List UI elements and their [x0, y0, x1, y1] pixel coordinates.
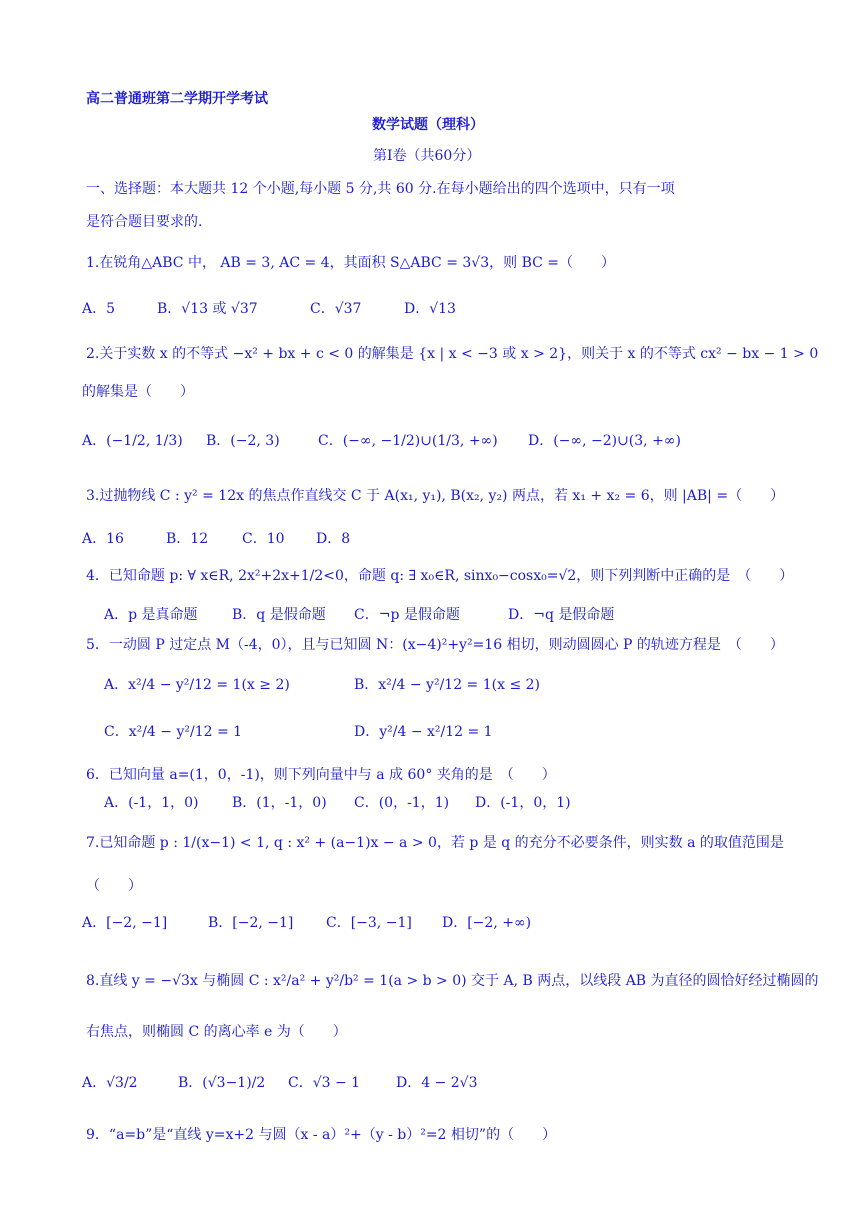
- question-3-choice-c: C．10: [242, 531, 285, 547]
- question-3-choice-d: D．8: [316, 531, 351, 547]
- question-5-choice-d: D．y²/4 − x²/12 = 1: [354, 724, 493, 740]
- question-1-choice-d: D．√13: [404, 301, 456, 317]
- exam-title: 高二普通班第二学期开学考试: [86, 91, 268, 107]
- question-6-choice-b: B．(1，-1，0): [232, 795, 327, 811]
- question-6-choice-d: D．(-1，0，1): [475, 795, 571, 811]
- section-intro-line-2: 是符合题目要求的.: [86, 214, 203, 230]
- question-6-choice-a: A．(-1，1，0): [104, 795, 199, 811]
- question-7-choice-c: C．[−3, −1]: [326, 915, 412, 931]
- question-3-stem: 3.过抛物线 C : y² = 12x 的焦点作直线交 C 于 A(x₁, y₁), B(x₂, y₂) 两点，若 x₁ + x₂ = 6，则 |AB| =（ ）: [86, 488, 785, 504]
- question-4-choice-a: A．p 是真命题: [104, 607, 198, 623]
- question-5-choice-c: C．x²/4 − y²/12 = 1: [104, 724, 243, 740]
- subject-title: 数学试题（理科）: [372, 117, 484, 133]
- question-4-stem: 4．已知命题 p: ∀ x∈R, 2x²+2x+1/2<0，命题 q: ∃ x₀∈R, sinx₀−cosx₀=√2，则下列判断中正确的是 （ ）: [86, 568, 794, 584]
- question-3-choice-b: B．12: [166, 531, 209, 547]
- question-8-choice-b: B．(√3−1)/2: [178, 1075, 266, 1091]
- question-4-choice-c: C．¬p 是假命题: [354, 607, 460, 623]
- question-2-choice-a: A．(−1/2, 1/3): [82, 433, 183, 449]
- question-5-choice-a: A．x²/4 − y²/12 = 1(x ≥ 2): [104, 677, 290, 693]
- question-2-choice-b: B．(−2, 3): [206, 433, 280, 449]
- question-8-choice-a: A．√3/2: [82, 1075, 138, 1091]
- question-5-choice-b: B．x²/4 − y²/12 = 1(x ≤ 2): [354, 677, 540, 693]
- question-7-choice-b: B．[−2, −1]: [208, 915, 294, 931]
- question-2-choice-c: C．(−∞, −1/2)∪(1/3, +∞): [318, 433, 498, 449]
- question-7-stem-line-2: （ ）: [86, 878, 142, 894]
- question-4-choice-b: B．q 是假命题: [232, 607, 326, 623]
- question-8-stem-line-2: 右焦点，则椭圆 C 的离心率 e 为（ ）: [86, 1024, 347, 1040]
- question-6-stem: 6．已知向量 a=(1，0，-1)，则下列向量中与 a 成 60° 夹角的是 （ ）: [86, 767, 556, 783]
- question-1-stem: 1.在锐角△ABC 中， AB = 3, AC = 4，其面积 S△ABC = 3√3，则 BC =（ ）: [86, 255, 616, 271]
- question-1-choice-c: C．√37: [310, 301, 362, 317]
- question-2-stem-line-2: 的解集是（ ）: [82, 384, 194, 400]
- question-1-choice-b: B．√13 或 √37: [157, 301, 258, 317]
- question-8-stem-line-1: 8.直线 y = −√3x 与椭圆 C : x²/a² + y²/b² = 1(a > b > 0) 交于 A, B 两点，以线段 AB 为直径的圆恰好经过椭圆的: [86, 973, 819, 989]
- question-2-stem-line-1: 2.关于实数 x 的不等式 −x² + bx + c < 0 的解集是 {x | x < −3 或 x > 2}，则关于 x 的不等式 cx² − bx − 1 > 0: [86, 346, 819, 362]
- question-2-choice-d: D．(−∞, −2)∪(3, +∞): [528, 433, 681, 449]
- question-7-choice-d: D．[−2, +∞): [442, 915, 532, 931]
- question-7-choice-a: A．[−2, −1]: [82, 915, 168, 931]
- question-5-stem: 5．一动圆 P 过定点 M（-4，0），且与已知圆 N：(x−4)²+y²=16 相切，则动圆圆心 P 的轨迹方程是 （ ）: [86, 637, 784, 653]
- question-8-choice-c: C．√3 − 1: [288, 1075, 361, 1091]
- question-4-choice-d: D．¬q 是假命题: [508, 607, 615, 623]
- volume-title: 第Ⅰ卷（共60分）: [373, 148, 481, 164]
- question-8-choice-d: D．4 − 2√3: [396, 1075, 478, 1091]
- question-3-choice-a: A．16: [82, 531, 124, 547]
- section-intro-line-1: 一、选择题：本大题共 12 个小题,每小题 5 分,共 60 分.在每小题给出的四个选项中，只有一项: [86, 181, 675, 197]
- question-7-stem-line-1: 7.已知命题 p : 1/(x−1) < 1, q : x² + (a−1)x − a > 0，若 p 是 q 的充分不必要条件，则实数 a 的取值范围是: [86, 835, 784, 851]
- question-6-choice-c: C．(0，-1，1): [354, 795, 450, 811]
- question-1-choice-a: A．5: [82, 301, 116, 317]
- question-9-stem: 9．“a=b”是“直线 y=x+2 与圆（x - a）²+（y - b）²=2 相切”的（ ）: [86, 1127, 557, 1143]
